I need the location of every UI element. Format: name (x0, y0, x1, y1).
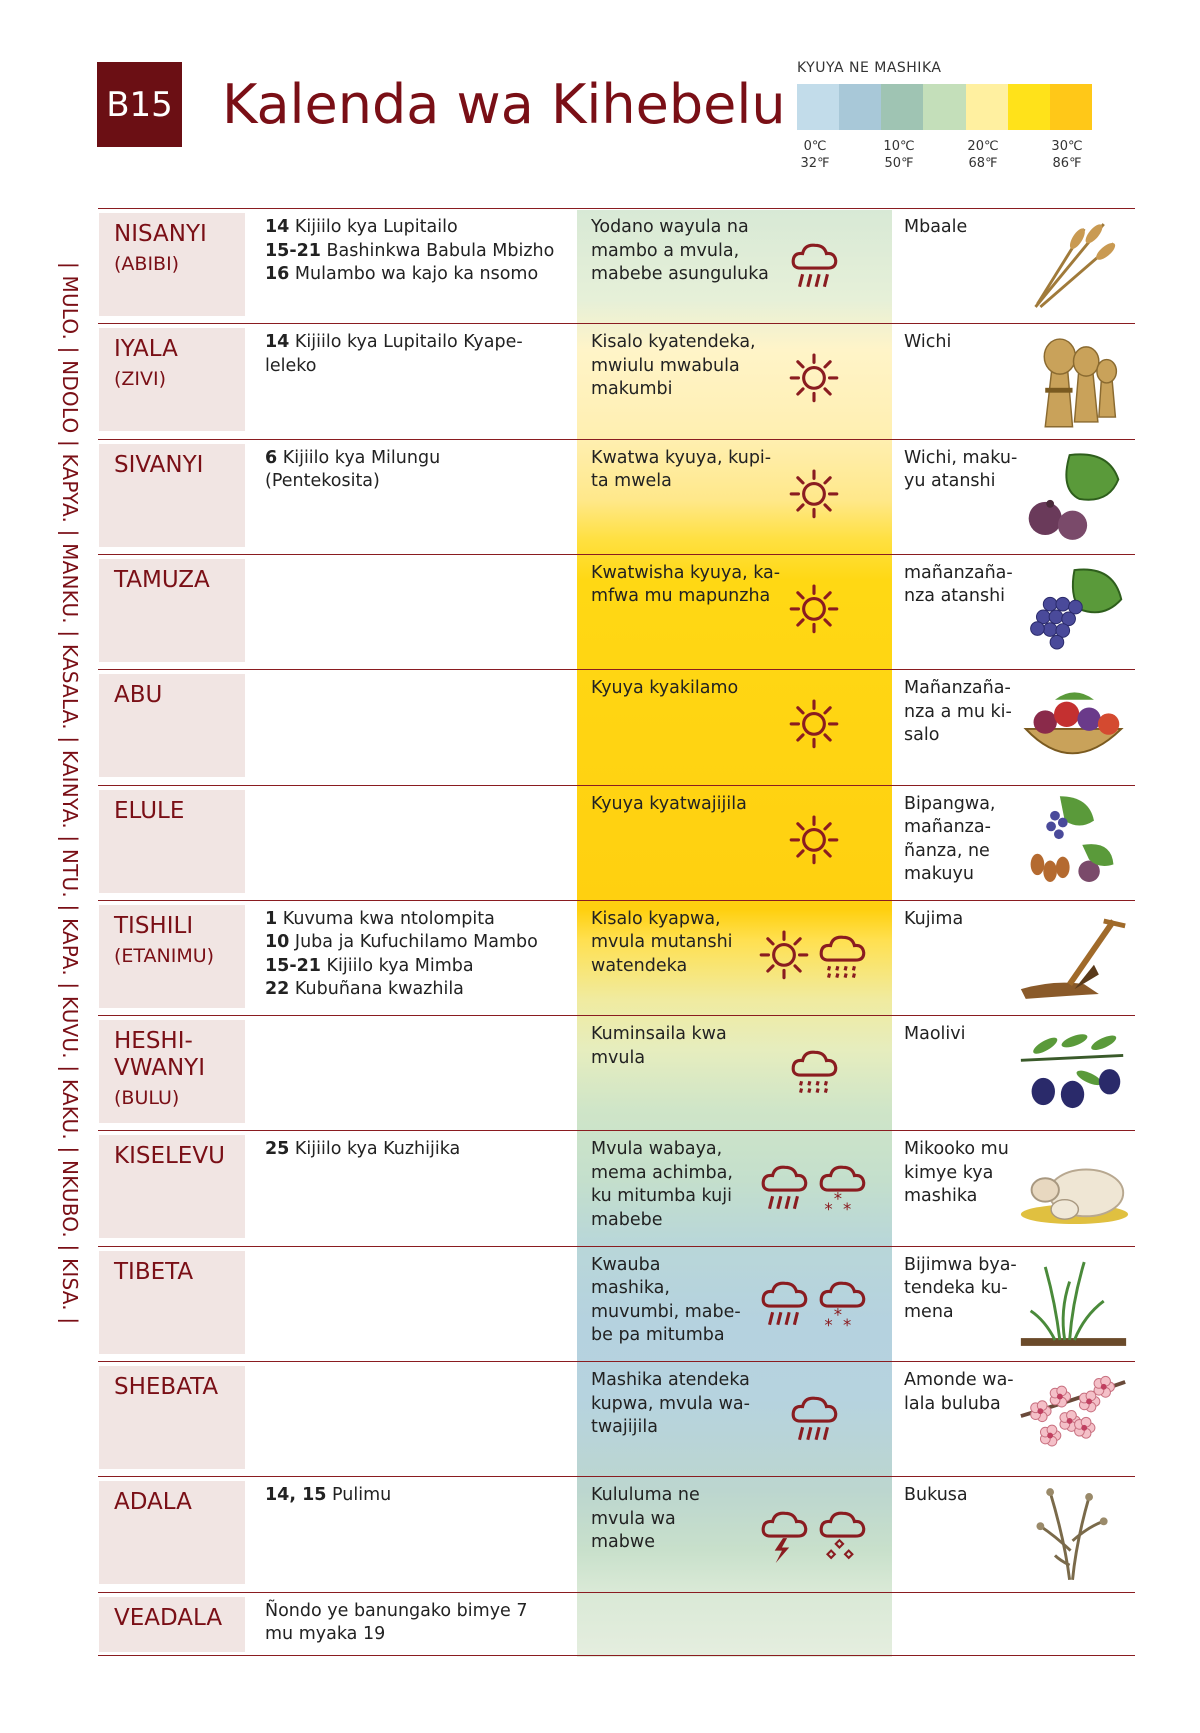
weather-icons (788, 698, 846, 756)
table-row (98, 785, 1135, 901)
event-text: Kubuñana kwazhila (289, 979, 464, 1000)
side-label: | MULO. | NDOLO | KAPYA. | MANKU. | KASALA. | KAINYA. | NTU. | KAPA. | KUVU. | KAKU. | NKUBO. | KISA. | (58, 262, 82, 1325)
side-label-strip (58, 262, 98, 1662)
month-label: TIBETA (114, 1258, 194, 1285)
month-label: KISELEVU (114, 1143, 225, 1170)
month-cell (99, 790, 245, 893)
event-text: Juba ja Kufuchilamo Mambo (289, 932, 538, 953)
month-label: TISHILI (114, 912, 194, 939)
barley-icon (1016, 213, 1131, 318)
legend-swatch (1008, 84, 1050, 130)
month-name (114, 682, 244, 709)
event-text: Kijiilo kya Mimba (320, 955, 474, 976)
legend-swatch (1050, 84, 1092, 130)
event-item (265, 955, 555, 979)
weather-text: Kwauba mashika, muvumbi, mabe-be pa mitumba (591, 1254, 741, 1346)
weather-text: Kuminsaila kwa mvula (591, 1024, 727, 1068)
weather-icons (788, 352, 846, 410)
table-row (98, 1130, 1135, 1246)
month-cell (99, 213, 245, 316)
event-text: Bashinkwa Babula Mbizho (320, 240, 555, 261)
legend-swatch (923, 84, 965, 130)
event-date: 6 (265, 447, 278, 468)
weather-icons (788, 583, 846, 641)
weather-icons (758, 1159, 874, 1217)
crop-text: Maolivi (904, 1024, 966, 1045)
snow-cloud-icon (816, 1159, 868, 1218)
event-item (265, 1600, 555, 1647)
plough-icon (1016, 905, 1131, 1010)
svg-text:*: * (833, 1305, 842, 1325)
grapes-icon (1016, 559, 1131, 664)
drizzle-cloud-icon (788, 1044, 840, 1063)
svg-text:*: * (824, 1315, 833, 1333)
event-item (265, 931, 555, 955)
fruit-basket-icon (1016, 674, 1131, 779)
table-row (98, 323, 1135, 439)
tick-fahrenheit: 68℉ (968, 156, 998, 171)
month-name (114, 1259, 244, 1286)
sun-icon (758, 929, 810, 948)
table-row (98, 900, 1135, 1016)
snow-cloud-icon (816, 1275, 868, 1333)
event-text: Kijiilo kya Lupitailo (289, 217, 458, 237)
month-cell (99, 1366, 245, 1469)
month-label: NISANYI (114, 221, 207, 247)
legend-swatch (839, 84, 881, 130)
tick-celsius: 0℃ (803, 139, 827, 154)
event-text: Kijiilo kya Milungu (Pentekosita) (265, 447, 441, 492)
event-text: Kijiilo kya Kuzhijika (289, 1139, 461, 1160)
weather-text: Kyuya kyakilamo (591, 678, 739, 699)
wheat-sheaf-icon (1016, 328, 1131, 433)
table-row (98, 208, 1135, 324)
tick-celsius: 10℃ (883, 139, 915, 154)
crop-text: Wichi, maku-yu atanshi (904, 447, 1018, 492)
section-badge: B15 (97, 62, 182, 147)
olives-icon (1016, 1020, 1131, 1125)
month-cell (99, 1597, 245, 1652)
table-row (98, 554, 1135, 670)
month-name (114, 798, 244, 825)
month-label: VEADALA (114, 1604, 223, 1631)
tick-fahrenheit: 50℉ (884, 156, 914, 171)
month-name (114, 452, 244, 479)
event-item (265, 1138, 555, 1162)
month-label: ELULE (114, 797, 185, 824)
sprouts-icon (1016, 1251, 1131, 1356)
temperature-legend (797, 60, 1117, 178)
event-date: 1 (265, 908, 278, 929)
event-text: Mulambo wa kajo ka nsomo (289, 264, 539, 284)
legend-swatch (881, 84, 923, 130)
weather-icons (758, 929, 874, 987)
event-date: 22 (265, 979, 290, 1000)
month-alt-name: (ETANIMU) (114, 944, 215, 967)
legend-tick (963, 138, 1003, 172)
table-row (98, 1015, 1135, 1131)
weather-icons (788, 237, 846, 295)
tick-celsius: 30℃ (1051, 139, 1083, 154)
event-date: 16 (265, 264, 290, 284)
flax-icon (1016, 1481, 1131, 1586)
month-cell (99, 559, 245, 662)
event-item (265, 216, 555, 240)
legend-tick (795, 138, 835, 172)
weather-text: Mashika atendeka kupwa, mvula wa-twajijila (591, 1370, 750, 1437)
svg-text:*: * (833, 1189, 842, 1209)
weather-text: Kwatwa kyuya, kupi-ta mwela (591, 447, 772, 492)
month-label: ADALA (114, 1489, 192, 1516)
rain-cloud-icon (788, 1390, 840, 1409)
event-date: 14 (265, 332, 290, 353)
crop-text: Bijimwa bya-tendeka ku-mena (904, 1254, 1017, 1322)
svg-text:*: * (843, 1200, 852, 1218)
event-item (265, 978, 555, 1002)
events-cell (265, 908, 555, 1002)
events-cell (265, 1138, 555, 1162)
month-name (114, 913, 244, 970)
weather-icons (788, 814, 846, 872)
month-alt-name: (ZIVI) (114, 368, 167, 391)
event-date: 15-21 (265, 240, 321, 261)
events-cell (265, 1484, 555, 1508)
sun-icon (788, 468, 840, 487)
weather-icons (788, 1390, 846, 1448)
crop-text: Bukusa (904, 1485, 968, 1506)
weather-text: Kisalo kyatendeka, mwiulu mwabula makumbi (591, 332, 756, 400)
month-name (114, 1489, 244, 1516)
weather-icons (788, 1044, 846, 1102)
almond-blossom-icon (1016, 1366, 1131, 1471)
tick-fahrenheit: 86℉ (1052, 156, 1082, 171)
month-name (114, 1605, 244, 1632)
events-cell (265, 216, 555, 287)
sun-icon (788, 698, 840, 717)
rain-cloud-icon (788, 237, 840, 256)
table-row (98, 1592, 1135, 1656)
legend-ticks (797, 138, 1117, 178)
event-item (265, 1484, 555, 1508)
dates-figs-icon (1016, 790, 1131, 895)
weather-text: Mvula wabaya, mema achimba, ku mitumba kuji mabebe (591, 1139, 733, 1230)
tick-fahrenheit: 32℉ (800, 156, 830, 171)
event-date: 14 (265, 217, 290, 237)
month-label: ABU (114, 682, 163, 709)
sun-icon (788, 583, 840, 602)
drizzle-cloud-icon (816, 929, 868, 948)
month-name (114, 567, 244, 594)
crop-text: Kujima (904, 908, 964, 929)
crop-text: Amonde wa-lala buluba (904, 1370, 1014, 1414)
thunder-cloud-icon (758, 1505, 810, 1524)
event-text: Ñondo ye banungako bimye 7 mu myaka 19 (265, 1600, 528, 1645)
event-text: Kuvuma kwa ntolompita (277, 908, 495, 929)
legend-swatch (797, 84, 839, 130)
sun-icon (788, 814, 840, 833)
month-cell (99, 444, 245, 547)
legend-swatch (966, 84, 1008, 130)
month-cell (99, 328, 245, 431)
svg-text:*: * (843, 1315, 852, 1333)
events-cell (265, 1600, 555, 1647)
event-date: 14, 15 (265, 1485, 327, 1506)
crop-text: Mbaale (904, 217, 968, 237)
svg-text:*: * (824, 1200, 833, 1218)
page-title: Kalenda wa Kihebelu (222, 73, 786, 136)
table-row (98, 1361, 1135, 1477)
events-cell (265, 331, 555, 378)
event-item (265, 240, 555, 264)
figs-icon (1016, 444, 1131, 549)
month-alt-name: (ABIBI) (114, 253, 180, 275)
table-row (98, 1476, 1135, 1592)
table-row (98, 1246, 1135, 1362)
event-date: 15-21 (265, 955, 321, 976)
month-name (114, 1374, 244, 1401)
month-name (114, 221, 244, 278)
events-cell (265, 447, 555, 494)
crop-text: Mañanzaña-nza a mu ki-salo (904, 678, 1012, 746)
month-label: TAMUZA (114, 566, 210, 593)
weather-text: Kwatwisha kyuya, ka-mfwa mu mapunzha (591, 562, 781, 607)
crop-text: Bipangwa, mañanza-ñanza, ne makuyu (904, 793, 996, 884)
sheep-icon (1016, 1135, 1131, 1240)
month-alt-name: (BULU) (114, 1087, 180, 1110)
legend-tick (879, 138, 919, 172)
tick-celsius: 20℃ (967, 139, 999, 154)
rain-cloud-icon (758, 1275, 810, 1294)
crop-text: Wichi (904, 332, 952, 353)
month-label: HESHI-VWANYI (114, 1028, 205, 1082)
event-item (265, 263, 555, 287)
month-label: IYALA (114, 336, 178, 363)
month-label: SHEBATA (114, 1374, 219, 1400)
event-date: 25 (265, 1139, 290, 1160)
sun-icon (788, 352, 840, 371)
legend-color-scale (797, 84, 1092, 130)
month-cell (99, 1020, 245, 1123)
month-cell (99, 905, 245, 1008)
crop-text: Mikooko mu kimye kya mashika (904, 1139, 1009, 1207)
month-label: SIVANYI (114, 451, 204, 478)
event-text: Pulimu (326, 1485, 392, 1506)
month-cell (99, 674, 245, 777)
legend-title: KYUYA NE MASHIKA (797, 60, 942, 76)
crop-text: mañanzaña-nza atanshi (904, 562, 1013, 607)
table-row (98, 669, 1135, 785)
weather-text: Kululuma ne mvula wa mabwe (591, 1485, 700, 1553)
table-row (98, 439, 1135, 555)
event-item (265, 331, 555, 378)
month-cell (99, 1481, 245, 1584)
weather-icons (788, 468, 846, 526)
weather-text: Kyuya kyatwajijila (591, 793, 747, 814)
month-cell (99, 1135, 245, 1238)
event-text: Kijiilo kya Lupitailo Kyape-leleko (265, 332, 523, 376)
weather-icons (758, 1275, 874, 1333)
event-date: 10 (265, 932, 290, 953)
event-item (265, 908, 555, 932)
weather-text: Yodano wayula na mambo a mvula, mabebe asunguluka (591, 217, 769, 284)
month-name (114, 1143, 244, 1170)
weather-icons (758, 1505, 874, 1563)
hail-cloud-icon (816, 1505, 868, 1524)
month-cell (99, 1251, 245, 1354)
legend-tick (1047, 138, 1087, 172)
weather-text: Kisalo kyapwa, mvula mutanshi watendeka (591, 908, 733, 976)
event-item (265, 447, 555, 494)
rain-cloud-icon (758, 1159, 810, 1178)
month-name (114, 1028, 244, 1112)
month-name (114, 336, 244, 393)
